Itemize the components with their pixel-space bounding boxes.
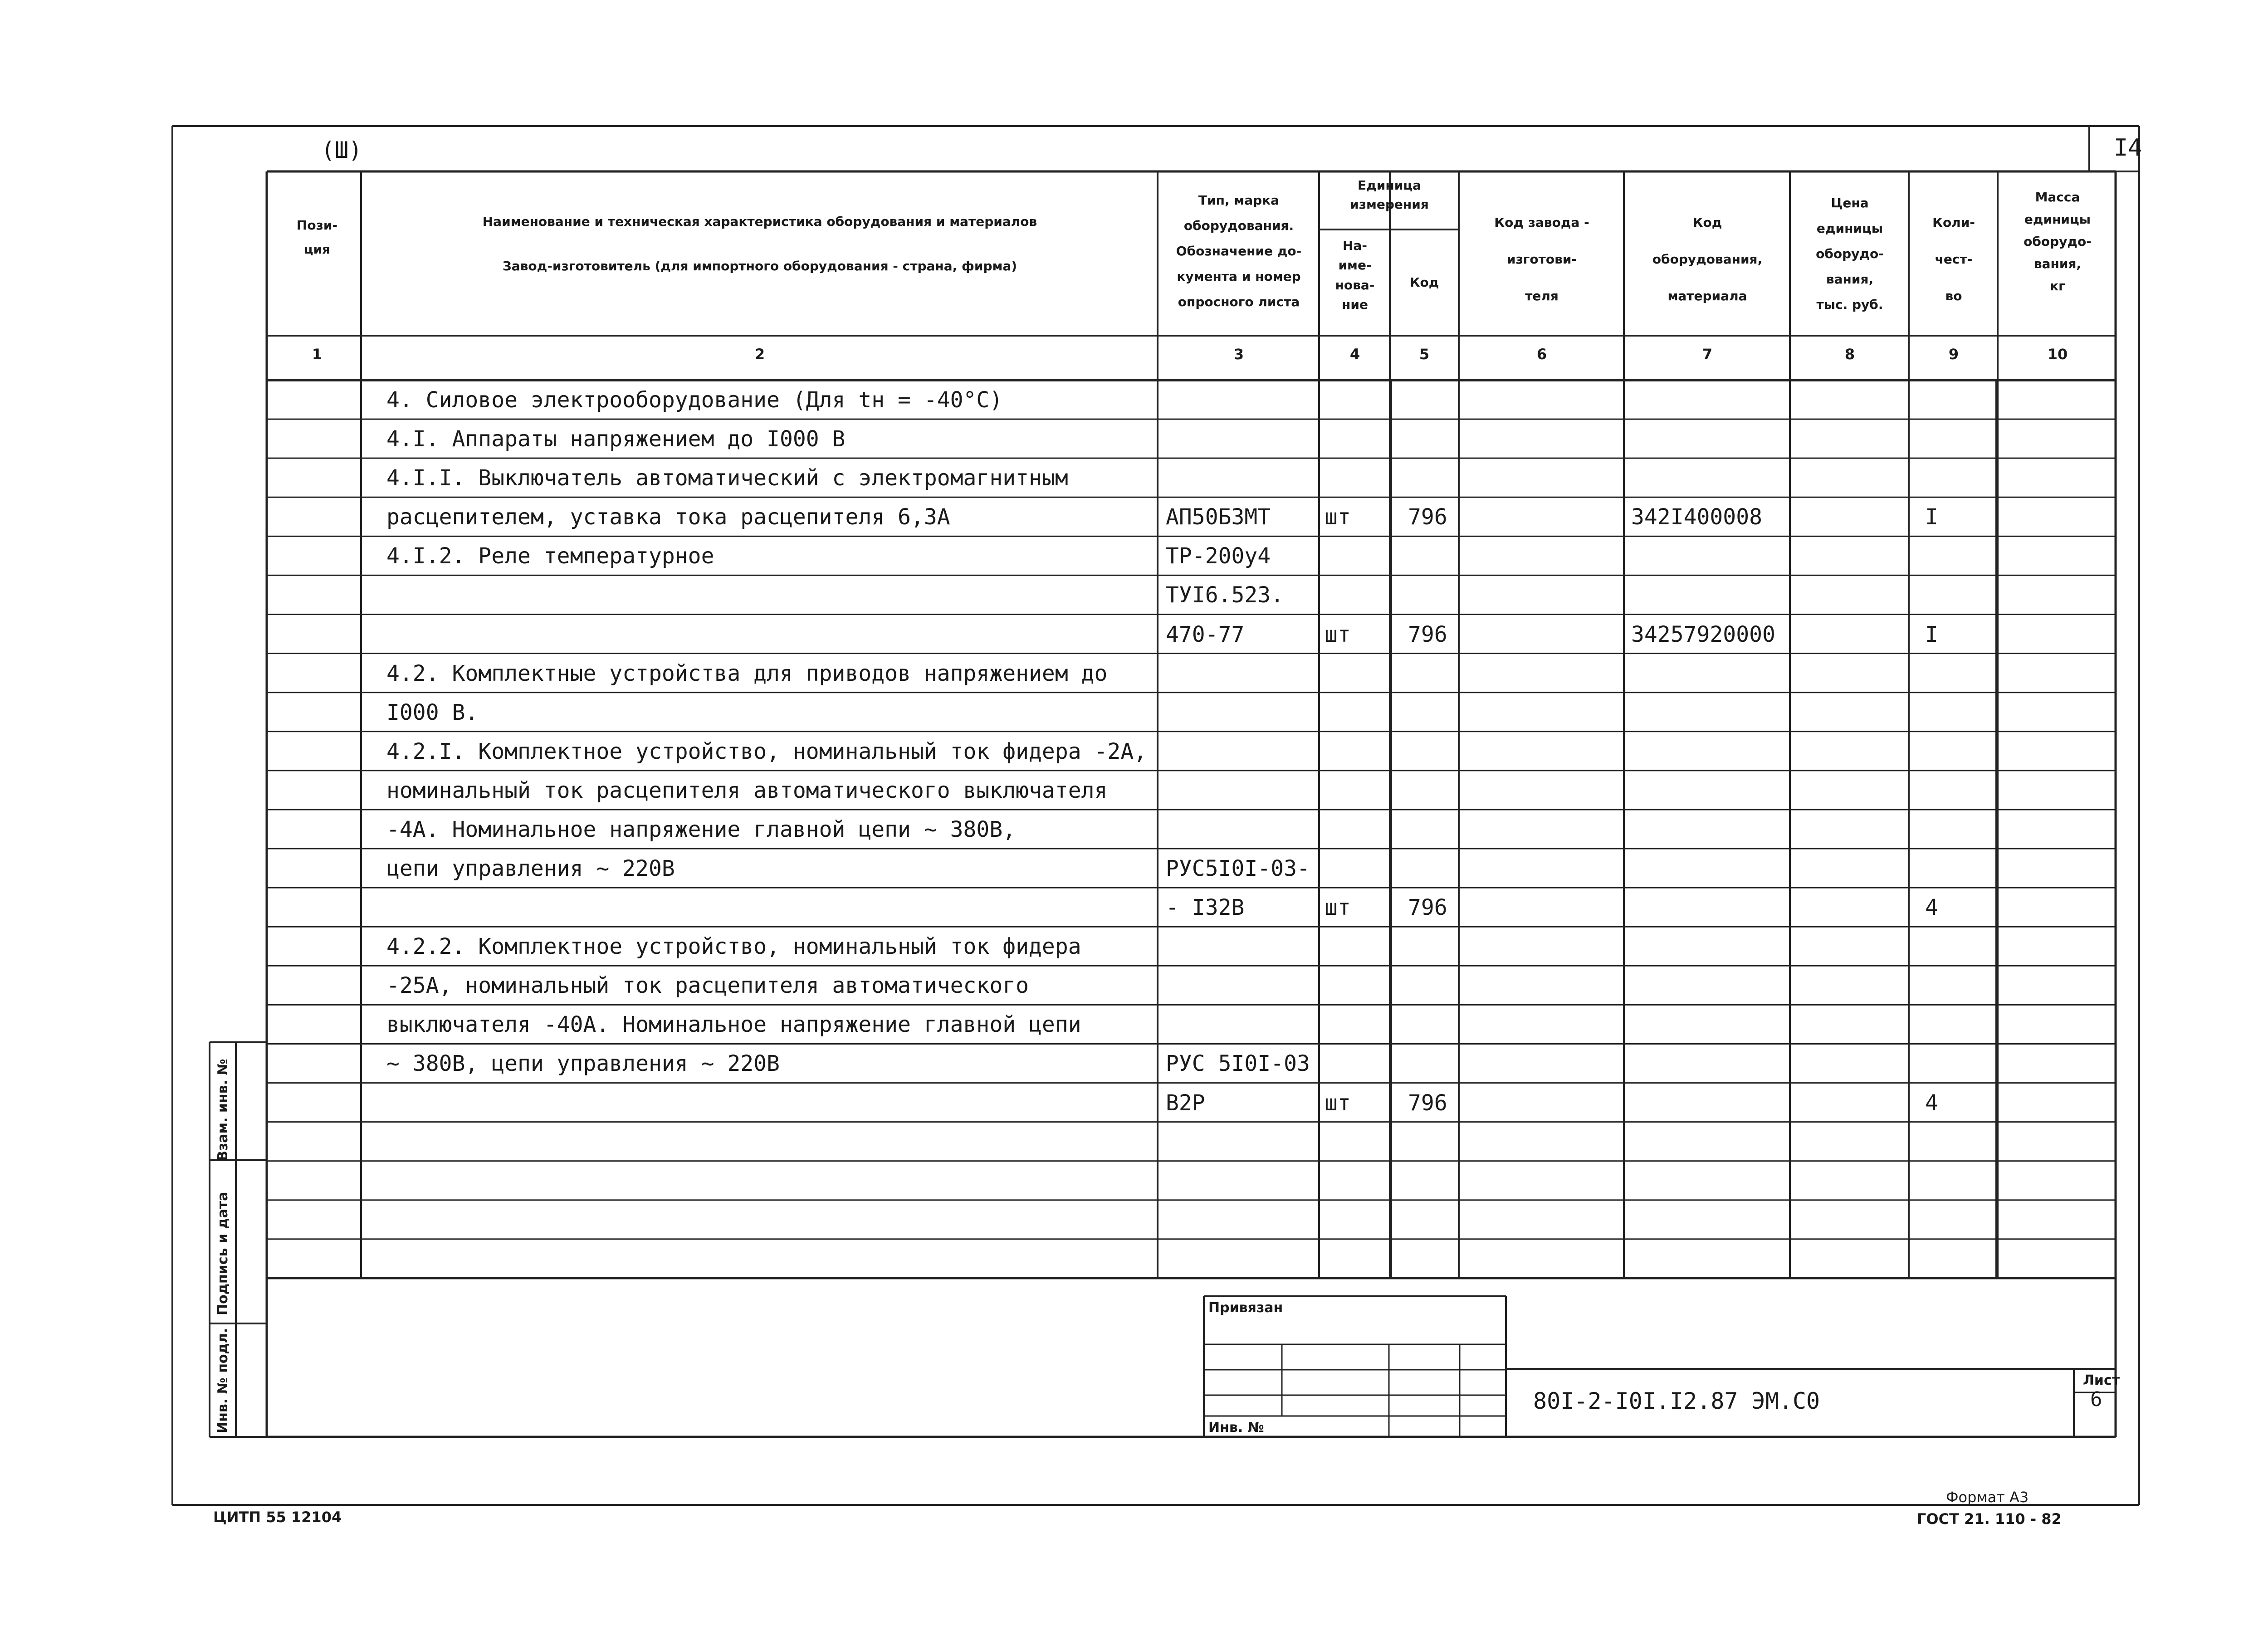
cell-name: 4.2.I. Комплектное устройство, номинальный ток фидера -2А,	[386, 738, 1147, 764]
cell-name: расцепителем, уставка тока расцепителя 6,3А	[386, 504, 950, 530]
cell-name: I000 В.	[386, 699, 479, 725]
header-mass: Масса единицы оборудо- вания, кг	[2024, 190, 2092, 293]
cell-quantity: 4	[1925, 895, 1938, 921]
header-price: Цена единицы оборудо- вания, тыс. руб.	[1816, 195, 1884, 312]
cell-quantity: I	[1925, 504, 1938, 530]
cell-unit-code: 796	[1408, 621, 1447, 647]
colnum-5: 5	[1419, 346, 1430, 363]
cell-unit: шт	[1325, 504, 1351, 530]
cell-name: 4.2.2. Комплектное устройство, номинальный ток фидера	[386, 934, 1081, 960]
cell-name: цепи управления ~ 220В	[386, 856, 675, 882]
cell-name: ~ 380В, цепи управления ~ 220В	[386, 1051, 780, 1077]
sheet-number: I4	[2114, 134, 2142, 161]
colnum-2: 2	[754, 346, 765, 363]
header-factory-code: Код завода - изготови- теля	[1494, 215, 1589, 304]
footer-left: ЦИТП 55 12104	[213, 1509, 342, 1526]
header-unit-code: Код	[1409, 275, 1439, 290]
side-label-podpis: Подпись и дата	[215, 1191, 231, 1315]
cell-name: 4. Силовое электрооборудование (Для tн = -40°С)	[386, 387, 1003, 413]
cell-name: -4А. Номинальное напряжение главной цепи ~ 380В,	[386, 816, 1016, 842]
cell-quantity: I	[1925, 621, 1938, 647]
colnum-6: 6	[1536, 346, 1547, 363]
cell-material-code: 342I400008	[1631, 504, 1762, 530]
header-name-line2: Завод-изготовитель (для импортного оборудования - страна, фирма)	[502, 259, 1017, 273]
header-type: Тип, марка оборудования. Обозначение до- кумента и номер опросного листа	[1176, 193, 1302, 309]
cell-type: ТР-200у4	[1166, 543, 1271, 569]
cell-type: АП50Б3МТ	[1166, 504, 1271, 530]
cell-name: номинальный ток расцепителя автоматического выключателя	[386, 777, 1108, 803]
colnum-9: 9	[1948, 346, 1959, 363]
cell-unit-code: 796	[1408, 504, 1447, 530]
colnum-10: 10	[2047, 346, 2068, 363]
stamp-doc-code: 80I-2-I0I.I2.87 ЭМ.С0	[1533, 1388, 1820, 1414]
cell-name: 4.2. Комплектные устройства для приводов напряжением до	[386, 660, 1108, 686]
header-unit: Единица измерения	[1350, 178, 1429, 212]
colnum-1: 1	[312, 346, 323, 363]
cell-unit-code: 796	[1408, 895, 1447, 921]
cell-type: ТУI6.523.	[1166, 582, 1284, 608]
header-name-line1: Наименование и техническая характеристика оборудования и материалов	[482, 214, 1037, 229]
cell-type: РУС 5I0I-03	[1166, 1051, 1310, 1077]
colnum-3: 3	[1233, 346, 1244, 363]
cell-unit: шт	[1325, 895, 1351, 921]
cell-name: 4.I.I. Выключатель автоматический с электромагнитным	[386, 465, 1068, 491]
stamp-inv-no: Инв. №	[1208, 1420, 1264, 1436]
colnum-7: 7	[1702, 346, 1713, 363]
cell-unit: шт	[1325, 1090, 1351, 1116]
stamp-privyazan: Привязан	[1208, 1300, 1283, 1316]
cell-quantity: 4	[1925, 1090, 1938, 1116]
header-quantity: Коли- чест- во	[1932, 215, 1975, 304]
side-label-vzam: Взам. инв. №	[215, 1059, 231, 1161]
cell-unit-code: 796	[1408, 1090, 1447, 1116]
header-position: Пози- ция	[296, 218, 338, 257]
cell-name: 4.I.2. Реле температурное	[386, 543, 714, 569]
header-material-code: Код оборудования, материала	[1652, 215, 1763, 304]
colnum-8: 8	[1844, 346, 1855, 363]
cell-name: выключателя -40А. Номинальное напряжение главной цепи	[386, 1012, 1081, 1038]
header-unit-name: На- име- нова- ние	[1335, 238, 1375, 313]
cell-type: - I32В	[1166, 895, 1245, 921]
cell-name: 4.I. Аппараты напряжением до I000 В	[386, 426, 846, 452]
footer-format: Формат А3	[1946, 1489, 2029, 1506]
stamp-list-label: Лист	[2083, 1372, 2120, 1388]
footer-gost: ГОСТ 21. 110 - 82	[1917, 1510, 2062, 1528]
cell-type: В2Р	[1166, 1090, 1205, 1116]
stamp-list-number: 6	[2090, 1388, 2102, 1411]
colnum-4: 4	[1349, 346, 1360, 363]
cell-type: РУС5I0I-03-	[1166, 856, 1310, 882]
cell-material-code: 34257920000	[1631, 621, 1775, 647]
side-label-inv-podl: Инв. № подл.	[215, 1328, 231, 1433]
section-mark: (Ш)	[321, 137, 362, 163]
cell-name: -25А, номинальный ток расцепителя автоматического	[386, 973, 1029, 999]
cell-type: 470-77	[1166, 621, 1245, 647]
cell-unit: шт	[1325, 621, 1351, 647]
